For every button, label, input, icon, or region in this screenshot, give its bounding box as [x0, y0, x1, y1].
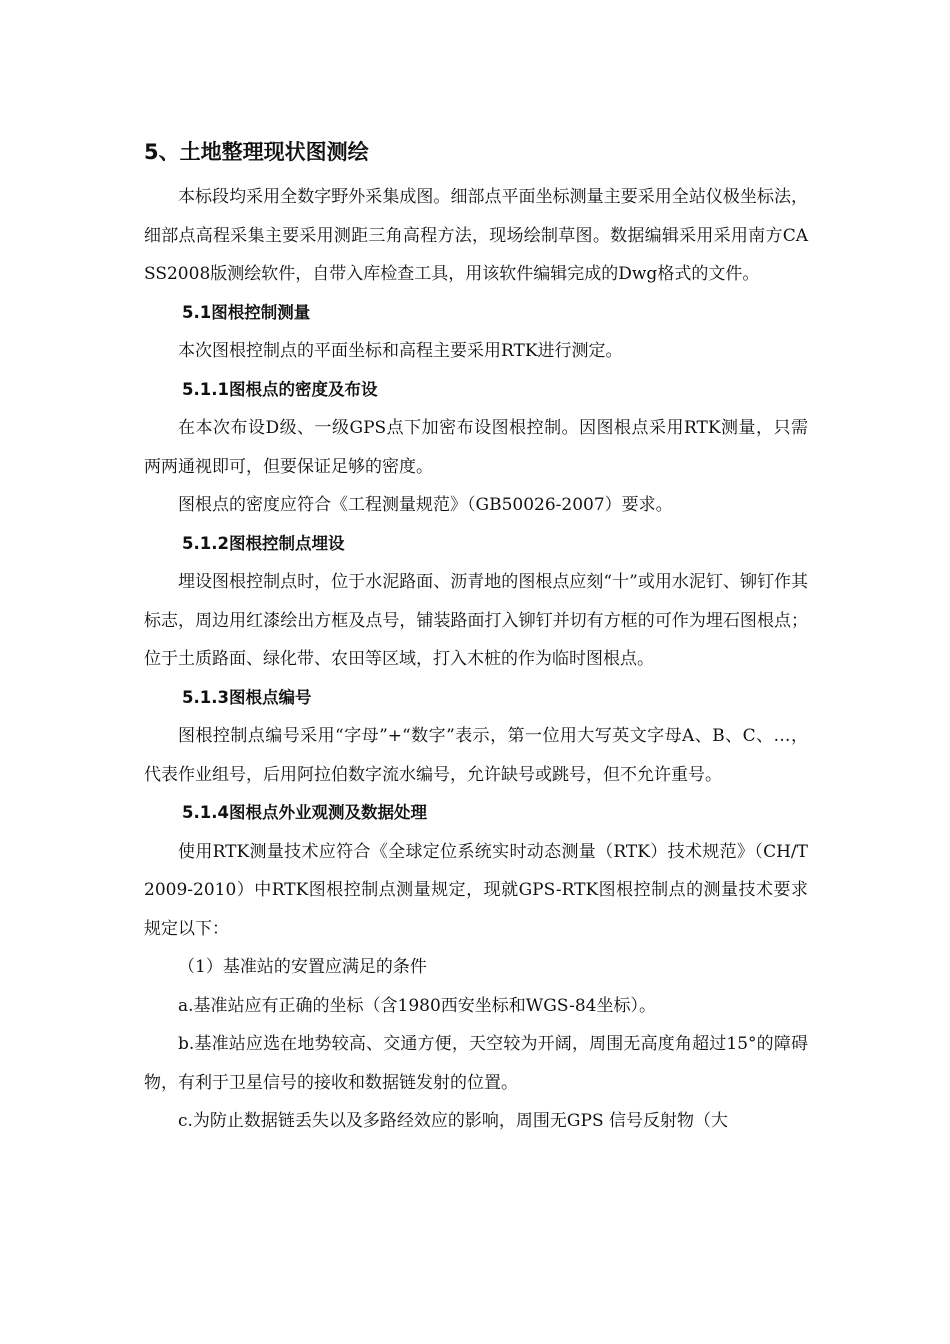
intro-paragraph: 本标段均采用全数字野外采集成图。细部点平面坐标测量主要采用全站仪极坐标法，细部点高程采集主要采用测距三角高程方法，现场绘制草图。数据编辑采用采用南方CASS2008版测绘软件，自带入库检查工具，用该软件编辑完成的Dwg格式的文件。: [144, 187, 808, 284]
paragraph-5-1-3: 图根控制点编号采用“字母”+“数字”表示，第一位用大写英文字母A、B、C、…，代表作业组号，后用阿拉伯数字流水编号，允许缺号或跳号，但不允许重号。: [144, 726, 808, 785]
list-item-1: （1）基准站的安置应满足的条件: [178, 957, 427, 977]
list-item-b: b.基准站应选在地势较高、交通方便，天空较为开阔，周围无高度角超过15°的障碍物，有利于卫星信号的接收和数据链发射的位置。: [144, 1034, 808, 1093]
paragraph-5-1: 本次图根控制点的平面坐标和高程主要采用RTK进行测定。: [178, 341, 623, 361]
heading-5-1-3: 5.1.3图根点编号: [182, 687, 312, 707]
paragraph-5-1-1-a: 在本次布设D级、一级GPS点下加密布设图根控制。因图根点采用RTK测量，只需两两通视即可，但要保证足够的密度。: [144, 418, 808, 477]
heading-5-1-2: 5.1.2图根控制点埋设: [182, 533, 345, 553]
paragraph-5-1-4: 使用RTK测量技术应符合《全球定位系统实时动态测量（RTK）技术规范》（CH/T 2009-2010）中RTK图根控制点测量规定，现就GPS-RTK图根控制点的测量技术要求规定以下：: [144, 841, 808, 939]
list-item-a: a.基准站应有正确的坐标（含1980西安坐标和WGS-84坐标）。: [178, 995, 656, 1016]
heading-5-1: 5.1图根控制测量: [182, 302, 311, 322]
paragraph-5-1-1-b: 图根点的密度应符合《工程测量规范》（GB50026-2007）要求。: [178, 495, 673, 515]
heading-5-1-4: 5.1.4图根点外业观测及数据处理: [182, 803, 427, 822]
heading-5-1-1: 5.1.1图根点的密度及布设: [182, 379, 378, 399]
paragraph-5-1-2: 埋设图根控制点时，位于水泥路面、沥青地的图根点应刻“十”或用水泥钉、铆钉作其标志，周边用红漆绘出方框及点号，铺装路面打入铆钉并切有方框的可作为埋石图根点；位于土质路面、绿化带、农田等区域，打入木桩的作为临时图根点。: [144, 572, 808, 669]
section-title: 5、土地整理现状图测绘: [144, 140, 369, 164]
list-item-c: c.为防止数据链丢失以及多路经效应的影响，周围无GPS 信号反射物（大: [178, 1111, 728, 1131]
document-body: [144, 136, 808, 1141]
